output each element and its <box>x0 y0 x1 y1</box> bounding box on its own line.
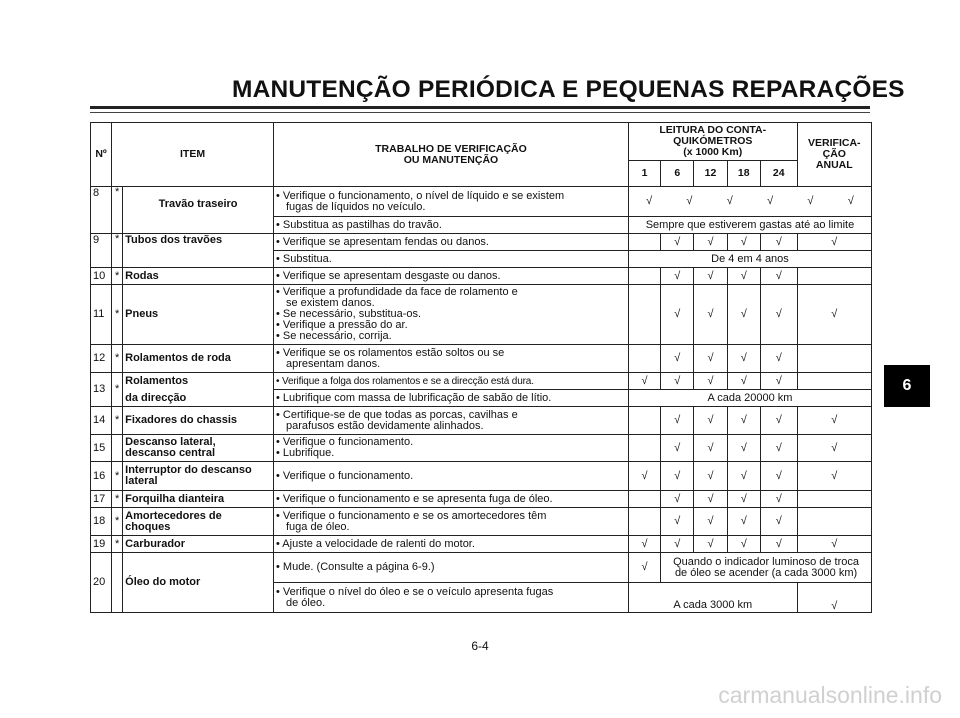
check-mark: √ <box>760 268 797 285</box>
work-description: • Verifique se os rolamentos estão soltos ou se apresentam danos. <box>274 345 629 373</box>
check-mark: √ <box>760 407 797 435</box>
work-description: • Verifique o funcionamento, o nível de líquido e se existem fugas de líquidos no veículo. <box>274 187 629 217</box>
star-mark: * <box>112 187 123 234</box>
check-mark: √ <box>847 195 854 207</box>
work-description: • Verifique o funcionamento e se os amortecedores têm fuga de óleo. <box>274 508 629 536</box>
header-num: Nº <box>91 123 112 187</box>
check-mark: √ <box>661 435 694 462</box>
header-row <box>91 123 872 161</box>
item-name: Amortecedores de choques <box>123 508 274 536</box>
table-row <box>91 268 872 285</box>
star-mark: * <box>112 462 123 491</box>
work-description: • Verifique a profundidade da face de rolamento e se existem danos. • Se necessário, substitua-os. • Verifique a pressão do ar. • Se necessário, corrija. <box>274 285 629 345</box>
check-mark: √ <box>797 285 871 345</box>
check-mark: √ <box>727 435 760 462</box>
interval-note: A cada 20000 km <box>628 390 871 407</box>
check-mark: √ <box>661 345 694 373</box>
header-annual: VERIFICA- ÇÃO ANUAL <box>797 123 871 187</box>
check-mark: √ <box>694 508 727 536</box>
row-number: 10 <box>91 268 112 285</box>
star-mark: * <box>112 536 123 553</box>
table-row <box>91 491 872 508</box>
check-mark: √ <box>797 583 871 613</box>
check-mark: √ <box>727 536 760 553</box>
work-description: • Verifique o funcionamento e se apresenta fuga de óleo. <box>274 491 629 508</box>
star-mark: * <box>112 268 123 285</box>
table-row <box>91 234 872 251</box>
row-number: 9 <box>91 234 112 268</box>
work-description: • Ajuste a velocidade de ralenti do motor. <box>274 536 629 553</box>
interval-note: De 4 em 4 anos <box>628 251 871 268</box>
check-mark: √ <box>661 285 694 345</box>
star-mark: * <box>112 373 123 407</box>
check-mark: √ <box>807 195 814 207</box>
check-mark: √ <box>661 491 694 508</box>
star-mark: * <box>112 234 123 268</box>
check-mark: √ <box>646 195 653 207</box>
item-name: Travão traseiro <box>123 187 274 234</box>
row-number: 13 <box>91 373 112 407</box>
check-mark: √ <box>686 195 693 207</box>
check-mark: √ <box>661 407 694 435</box>
header-km-12: 12 <box>694 161 727 187</box>
check-mark: √ <box>797 407 871 435</box>
check-mark: √ <box>727 508 760 536</box>
check-mark: √ <box>727 373 760 390</box>
table-row <box>91 435 872 462</box>
check-mark: √ <box>628 373 660 390</box>
check-mark: √ <box>767 195 774 207</box>
work-description: • Verifique a folga dos rolamentos e se a direcção está dura. <box>274 373 629 390</box>
check-mark: √ <box>661 536 694 553</box>
row-number: 12 <box>91 345 112 373</box>
check-mark: √ <box>727 234 760 251</box>
maintenance-table <box>90 122 872 613</box>
header-km-6: 6 <box>661 161 694 187</box>
item-name: Forquilha dianteira <box>123 491 274 508</box>
table-row <box>91 373 872 390</box>
title-rule-thin <box>90 112 870 113</box>
work-description: • Verifique se apresentam desgaste ou danos. <box>274 268 629 285</box>
star-mark: * <box>112 407 123 435</box>
work-description: • Mude. (Consulte a página 6-9.) <box>274 553 629 583</box>
header-odometer: LEITURA DO CONTA-QUIKÓMETROS (x 1000 Km) <box>628 123 797 161</box>
interval-note: Quando o indicador luminoso de troca de óleo se acender (a cada 3000 km) <box>661 553 872 583</box>
item-name: Descanso lateral, descanso central <box>123 435 274 462</box>
check-mark: √ <box>760 373 797 390</box>
check-mark: √ <box>760 234 797 251</box>
work-description: • Verifique o funcionamento. <box>274 462 629 491</box>
check-mark: √ <box>760 285 797 345</box>
check-mark: √ <box>694 491 727 508</box>
check-mark: √ <box>694 407 727 435</box>
page-number: 6-4 <box>471 639 489 653</box>
check-mark: √ <box>760 435 797 462</box>
star-mark: * <box>112 508 123 536</box>
table-row <box>91 285 872 345</box>
check-mark: √ <box>661 508 694 536</box>
table-row <box>91 536 872 553</box>
item-name: Rolamentos de roda <box>123 345 274 373</box>
check-mark: √ <box>628 462 660 491</box>
check-mark: √ <box>760 345 797 373</box>
work-description: • Substitua. <box>274 251 629 268</box>
item-name: Fixadores do chassis <box>123 407 274 435</box>
check-mark: √ <box>694 234 727 251</box>
item-name: Tubos dos travões <box>123 234 274 268</box>
check-mark: √ <box>661 268 694 285</box>
check-mark: √ <box>797 234 871 251</box>
row-number: 16 <box>91 462 112 491</box>
check-mark: √ <box>727 268 760 285</box>
check-mark: √ <box>694 462 727 491</box>
check-mark: √ <box>628 536 660 553</box>
header-work: TRABALHO DE VERIFICAÇÃO OU MANUTENÇÃO <box>274 123 629 187</box>
item-name: Pneus <box>123 285 274 345</box>
table-row <box>91 187 872 217</box>
header-km-18: 18 <box>727 161 760 187</box>
row-number: 18 <box>91 508 112 536</box>
check-mark: √ <box>694 345 727 373</box>
check-mark: √ <box>661 462 694 491</box>
row-number: 20 <box>91 553 112 613</box>
header-km-1: 1 <box>628 161 660 187</box>
table-row <box>91 345 872 373</box>
check-mark: √ <box>694 536 727 553</box>
check-mark: √ <box>760 536 797 553</box>
table-row <box>91 407 872 435</box>
star-mark: * <box>112 345 123 373</box>
table-row <box>91 508 872 536</box>
check-mark: √ <box>694 285 727 345</box>
check-mark: √ <box>661 373 694 390</box>
check-mark: √ <box>760 491 797 508</box>
check-mark: √ <box>727 345 760 373</box>
work-description: • Lubrifique com massa de lubrificação de sabão de lítio. <box>274 390 629 407</box>
check-mark: √ <box>727 491 760 508</box>
page-title: MANUTENÇÃO PERIÓDICA E PEQUENAS REPARAÇÕES <box>232 76 905 103</box>
check-mark: √ <box>661 234 694 251</box>
section-tab: 6 <box>884 365 930 407</box>
check-mark: √ <box>727 407 760 435</box>
check-marks <box>628 187 871 217</box>
watermark: carmanualsonline.info <box>718 682 942 708</box>
row-number: 15 <box>91 435 112 462</box>
star-mark: * <box>112 491 123 508</box>
check-mark: √ <box>760 462 797 491</box>
check-mark: √ <box>694 373 727 390</box>
item-name: Rodas <box>123 268 274 285</box>
row-number: 8 <box>91 187 112 234</box>
item-name: Carburador <box>123 536 274 553</box>
check-mark: √ <box>797 435 871 462</box>
table-row <box>91 553 872 583</box>
check-mark: √ <box>760 508 797 536</box>
work-description: • Verifique o nível do óleo e se o veículo apresenta fugas de óleo. <box>274 583 629 613</box>
interval-note: A cada 3000 km <box>628 583 797 613</box>
work-description: • Certifique-se de que todas as porcas, cavilhas e parafusos estão devidamente alinhados. <box>274 407 629 435</box>
table-row <box>91 462 872 491</box>
check-mark: √ <box>694 268 727 285</box>
row-number: 11 <box>91 285 112 345</box>
check-mark: √ <box>727 462 760 491</box>
item-name: Interruptor do descanso lateral <box>123 462 274 491</box>
check-mark: √ <box>797 536 871 553</box>
interval-note: Sempre que estiverem gastas até ao limite <box>628 217 871 234</box>
check-mark: √ <box>628 553 660 583</box>
row-number: 19 <box>91 536 112 553</box>
check-mark: √ <box>694 435 727 462</box>
check-mark: √ <box>726 195 733 207</box>
row-number: 17 <box>91 491 112 508</box>
check-mark: √ <box>797 462 871 491</box>
check-mark: √ <box>727 285 760 345</box>
work-description: • Verifique o funcionamento. • Lubrifique. <box>274 435 629 462</box>
header-km-24: 24 <box>760 161 797 187</box>
work-description: • Substitua as pastilhas do travão. <box>274 217 629 234</box>
row-number: 14 <box>91 407 112 435</box>
header-item: ITEM <box>112 123 274 187</box>
item-name: Rolamentos da direcção <box>123 373 274 407</box>
title-rule <box>90 106 870 109</box>
star-mark: * <box>112 285 123 345</box>
item-name: Óleo do motor <box>123 553 274 613</box>
work-description: • Verifique se apresentam fendas ou danos. <box>274 234 629 251</box>
